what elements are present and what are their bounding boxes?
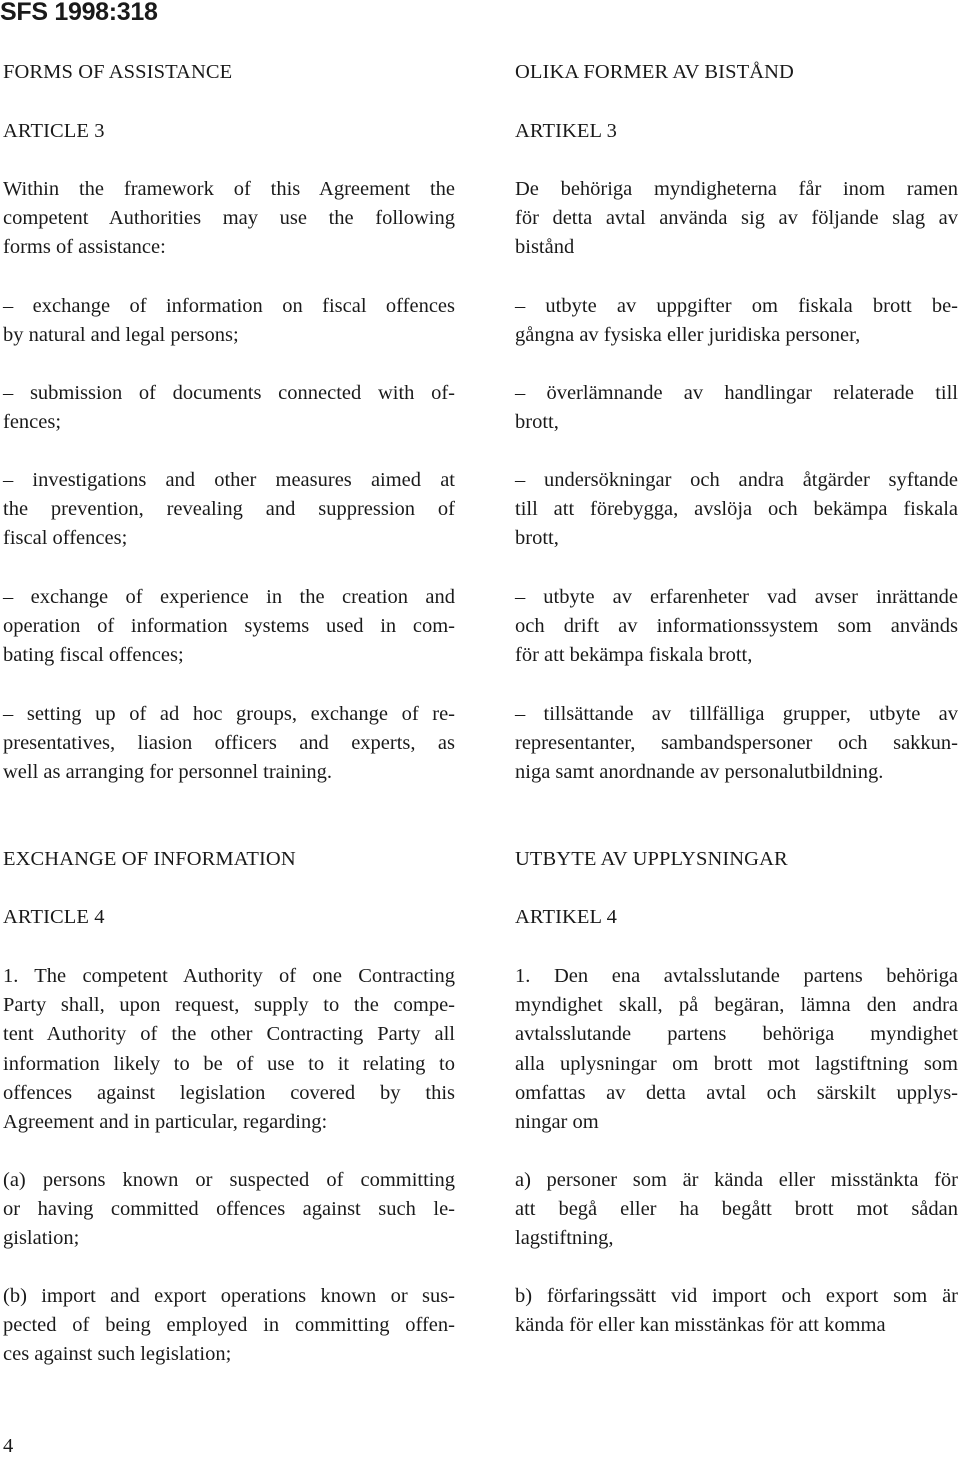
artikel-3-item-4 — [515, 583, 958, 671]
text-line: presentatives, liasion officers and experts, as — [3, 732, 455, 755]
text-line: fiscal offences; — [3, 527, 128, 550]
text-line: bistånd — [515, 236, 575, 259]
artikel-4-para-b — [515, 1282, 958, 1340]
article-3-title: ARTICLE 3 — [3, 120, 105, 142]
text-line: brott, — [515, 411, 559, 434]
article-3-item-1 — [3, 292, 455, 350]
text-line: lagstiftning, — [515, 1227, 614, 1250]
section-title-exchange-of-information: EXCHANGE OF INFORMATION — [3, 848, 296, 870]
text-line: alla uplysningar om brott mot lagstiftning som — [515, 1052, 958, 1075]
artikel-3-item-1 — [515, 292, 958, 350]
article-4-para-a — [3, 1166, 455, 1254]
text-line: (b) import and export operations known or sus- — [3, 1285, 455, 1307]
text-line: well as arranging for personnel training. — [3, 761, 333, 784]
text-line: (a) persons known or suspected of committing — [3, 1169, 455, 1191]
text-line: forms of assistance: — [3, 236, 166, 259]
text-line: – tillsättande av tillfälliga grupper, utbyte av — [515, 703, 958, 725]
text-line: offences against legislation covered by this — [3, 1081, 455, 1104]
text-line: – exchange of information on fiscal offences — [3, 295, 455, 317]
artikel-3-title: ARTIKEL 3 — [515, 120, 617, 142]
article-3-item-5 — [3, 700, 455, 788]
text-line: och drift av informationssystem som används — [515, 615, 958, 638]
article-3-item-3 — [3, 466, 455, 554]
article-4-para-b — [3, 1282, 455, 1370]
text-line: för detta avtal använda sig av följande slag av — [515, 207, 958, 230]
article-4-para-1 — [3, 962, 455, 1137]
artikel-4-para-a — [515, 1166, 958, 1254]
text-line: tent Authority of the other Contracting Party all — [3, 1023, 455, 1046]
text-line: omfattas av detta avtal och särskilt upplys- — [515, 1081, 958, 1104]
text-line: att begå eller ha begått brott mot sådan — [515, 1198, 958, 1221]
text-line: bating fiscal offences; — [3, 644, 184, 667]
text-line: – submission of documents connected with of- — [3, 382, 455, 404]
text-line: operation of information systems used in com- — [3, 615, 455, 638]
text-line: brott, — [515, 527, 559, 550]
text-line: avtalsslutande partens behöriga myndighet — [515, 1023, 958, 1046]
text-line: pected of being employed in committing offen- — [3, 1314, 455, 1337]
text-line: – utbyte av uppgifter om fiskala brott be- — [515, 295, 958, 317]
text-line: – exchange of experience in the creation and — [3, 586, 455, 608]
text-line: Party shall, upon request, supply to the compe- — [3, 994, 455, 1017]
text-line: Within the framework of this Agreement the — [3, 178, 455, 200]
text-line: competent Authorities may use the following — [3, 207, 455, 230]
text-line: representanter, sambandspersoner och sakkun- — [515, 732, 958, 755]
page-number: 4 — [3, 1435, 14, 1457]
article-3-item-2 — [3, 379, 455, 437]
text-line: gislation; — [3, 1227, 80, 1250]
text-line: b) förfaringssätt vid import och export som är — [515, 1285, 958, 1307]
text-line: information likely to be of use to it relating to — [3, 1052, 455, 1075]
text-line: by natural and legal persons; — [3, 324, 239, 347]
text-line: Agreement and in particular, regarding: — [3, 1111, 328, 1134]
text-line: gångna av fysiska eller juridiska personer, — [515, 324, 861, 347]
document-header: SFS 1998:318 — [0, 0, 158, 26]
text-line: myndighet skall, på begäran, lämna den andra — [515, 994, 958, 1017]
artikel-4-title: ARTIKEL 4 — [515, 906, 617, 928]
text-line: kända för eller kan misstänkas för att komma — [515, 1314, 886, 1337]
text-line: or having committed offences against such le- — [3, 1198, 455, 1221]
article-4-title: ARTICLE 4 — [3, 906, 105, 928]
section-title-utbyte-av-upplysningar: UTBYTE AV UPPLYSNINGAR — [515, 848, 788, 870]
text-line: – överlämnande av handlingar relaterade till — [515, 382, 958, 404]
article-3-item-4 — [3, 583, 455, 671]
text-line: a) personer som är kända eller misstänkta för — [515, 1169, 958, 1191]
text-line: – investigations and other measures aimed at — [3, 469, 455, 491]
text-line: ces against such legislation; — [3, 1343, 232, 1366]
text-line: ningar om — [515, 1111, 599, 1134]
text-line: the prevention, revealing and suppression of — [3, 498, 455, 521]
text-line: – utbyte av erfarenheter vad avser inrättande — [515, 586, 958, 608]
text-line: för att bekämpa fiskala brott, — [515, 644, 753, 667]
text-line: – undersökningar och andra åtgärder syftande — [515, 469, 958, 491]
section-title-olika-former: OLIKA FORMER AV BISTÅND — [515, 61, 794, 83]
artikel-3-item-2 — [515, 379, 958, 437]
text-line: 1. Den ena avtalsslutande partens behöriga — [515, 965, 958, 987]
artikel-3-item-5 — [515, 700, 958, 788]
text-line: fences; — [3, 411, 62, 434]
text-line: till att förebygga, avslöja och bekämpa fiskala — [515, 498, 958, 521]
text-line: niga samt anordnande av personalutbildning. — [515, 761, 884, 784]
text-line: 1. The competent Authority of one Contracting — [3, 965, 455, 987]
artikel-4-para-1 — [515, 962, 958, 1137]
text-line: De behöriga myndigheterna får inom ramen — [515, 178, 958, 200]
artikel-3-item-3 — [515, 466, 958, 554]
section-title-forms-of-assistance: FORMS OF ASSISTANCE — [3, 61, 233, 83]
article-3-intro — [3, 175, 455, 263]
artikel-3-intro — [515, 175, 958, 263]
text-line: – setting up of ad hoc groups, exchange of re- — [3, 703, 455, 725]
